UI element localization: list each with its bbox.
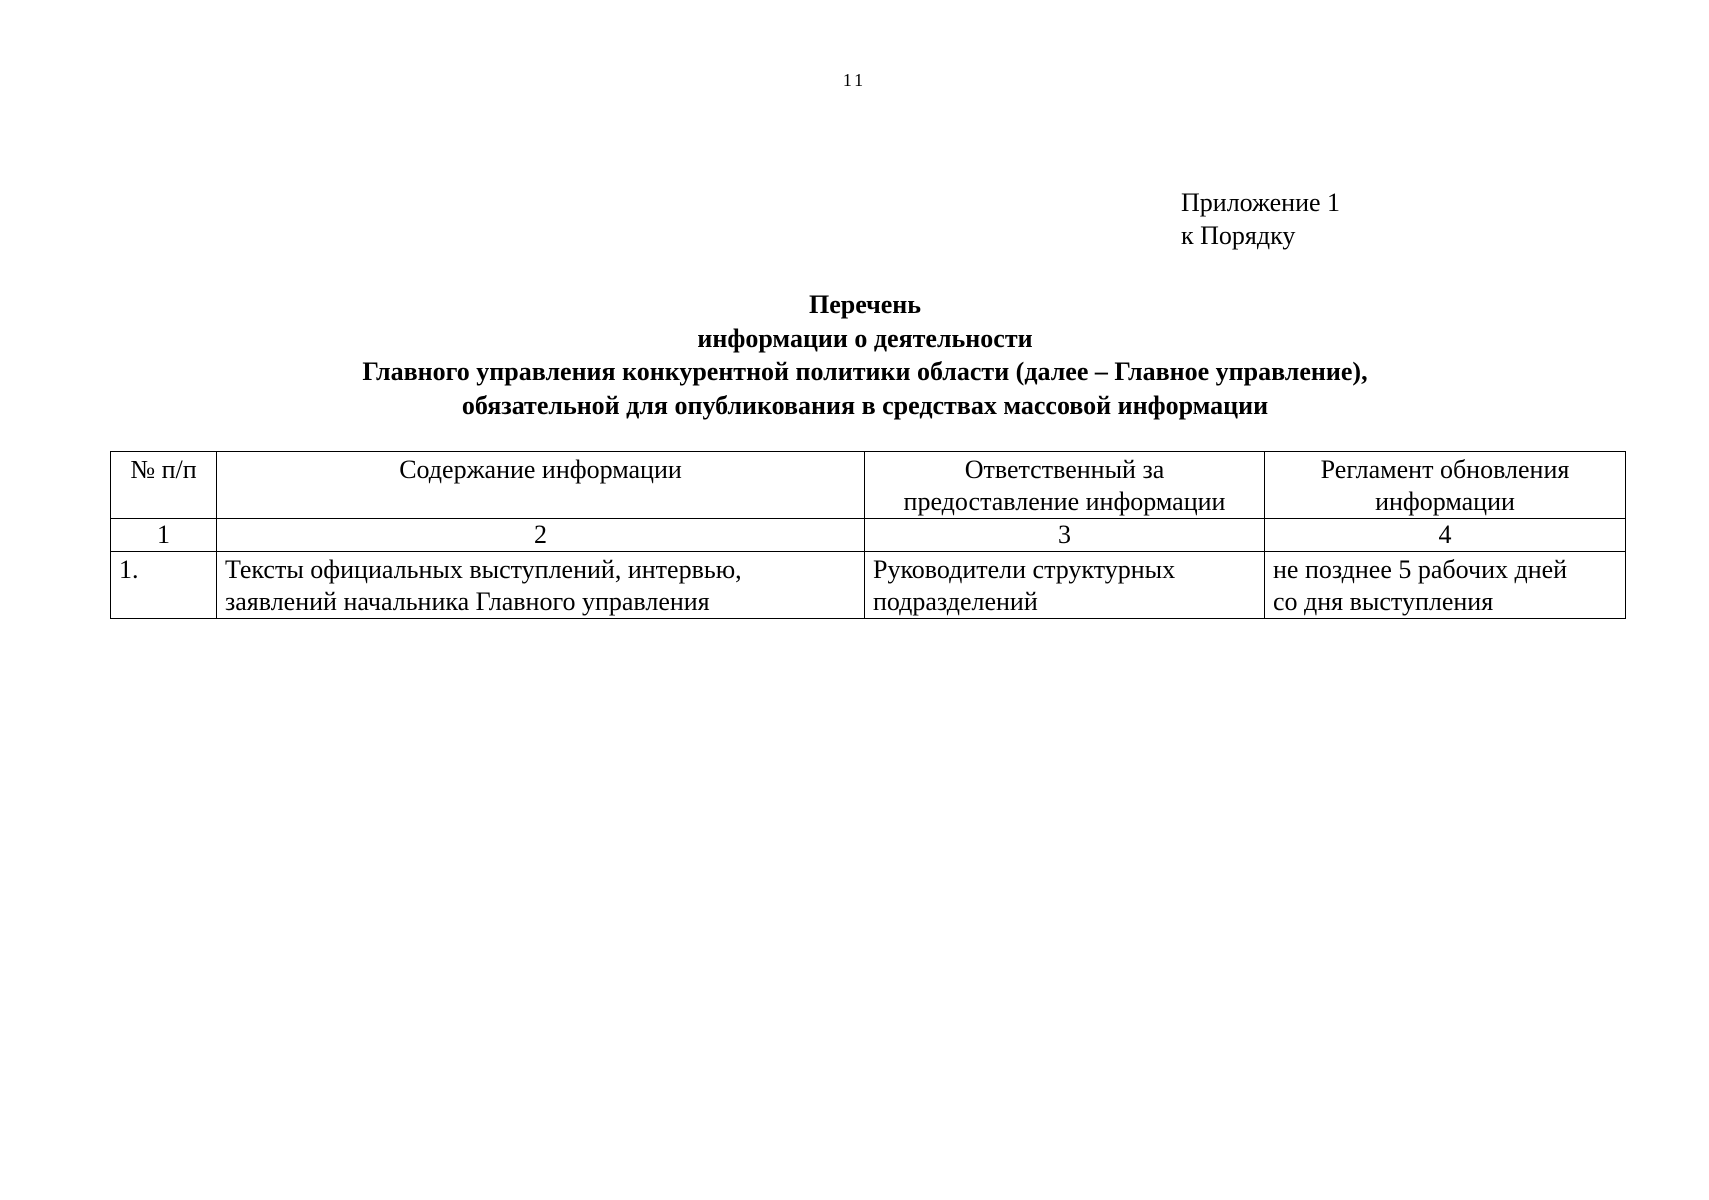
column-number: 3 [865,519,1265,552]
row-responsible: Руководители структурных подразделений [865,552,1265,619]
column-number: 1 [111,519,217,552]
row-content: Тексты официальных выступлений, интервью, заявлений начальника Главного управления [217,552,865,619]
header-number: № п/п [111,452,217,519]
title-line-1: Перечень [808,290,922,319]
title-line-4: обязательной для опубликования в средствах массовой информации [461,390,1269,420]
header-content: Содержание информации [217,452,865,519]
information-table [110,451,1626,619]
document-title [0,288,1709,422]
header-schedule: Регламент обновления информации [1265,452,1626,519]
table-header-row [111,452,1626,519]
appendix-label [1181,186,1340,252]
title-line-2: информации о деятельности [697,323,1033,353]
column-number: 2 [217,519,865,552]
column-number-row [111,519,1626,552]
appendix-line-2: к Порядку [1181,221,1296,250]
row-schedule: не позднее 5 рабочих дней со дня выступления [1265,552,1626,619]
appendix-line-1: Приложение 1 [1181,188,1341,217]
header-responsible: Ответственный за предоставление информации [865,452,1265,519]
page-number: 11 [842,70,867,90]
row-number: 1. [111,552,217,619]
column-number: 4 [1265,519,1626,552]
table-row [111,552,1626,619]
title-line-3: Главного управления конкурентной политики области (далее – Главное управление), [362,357,1368,386]
